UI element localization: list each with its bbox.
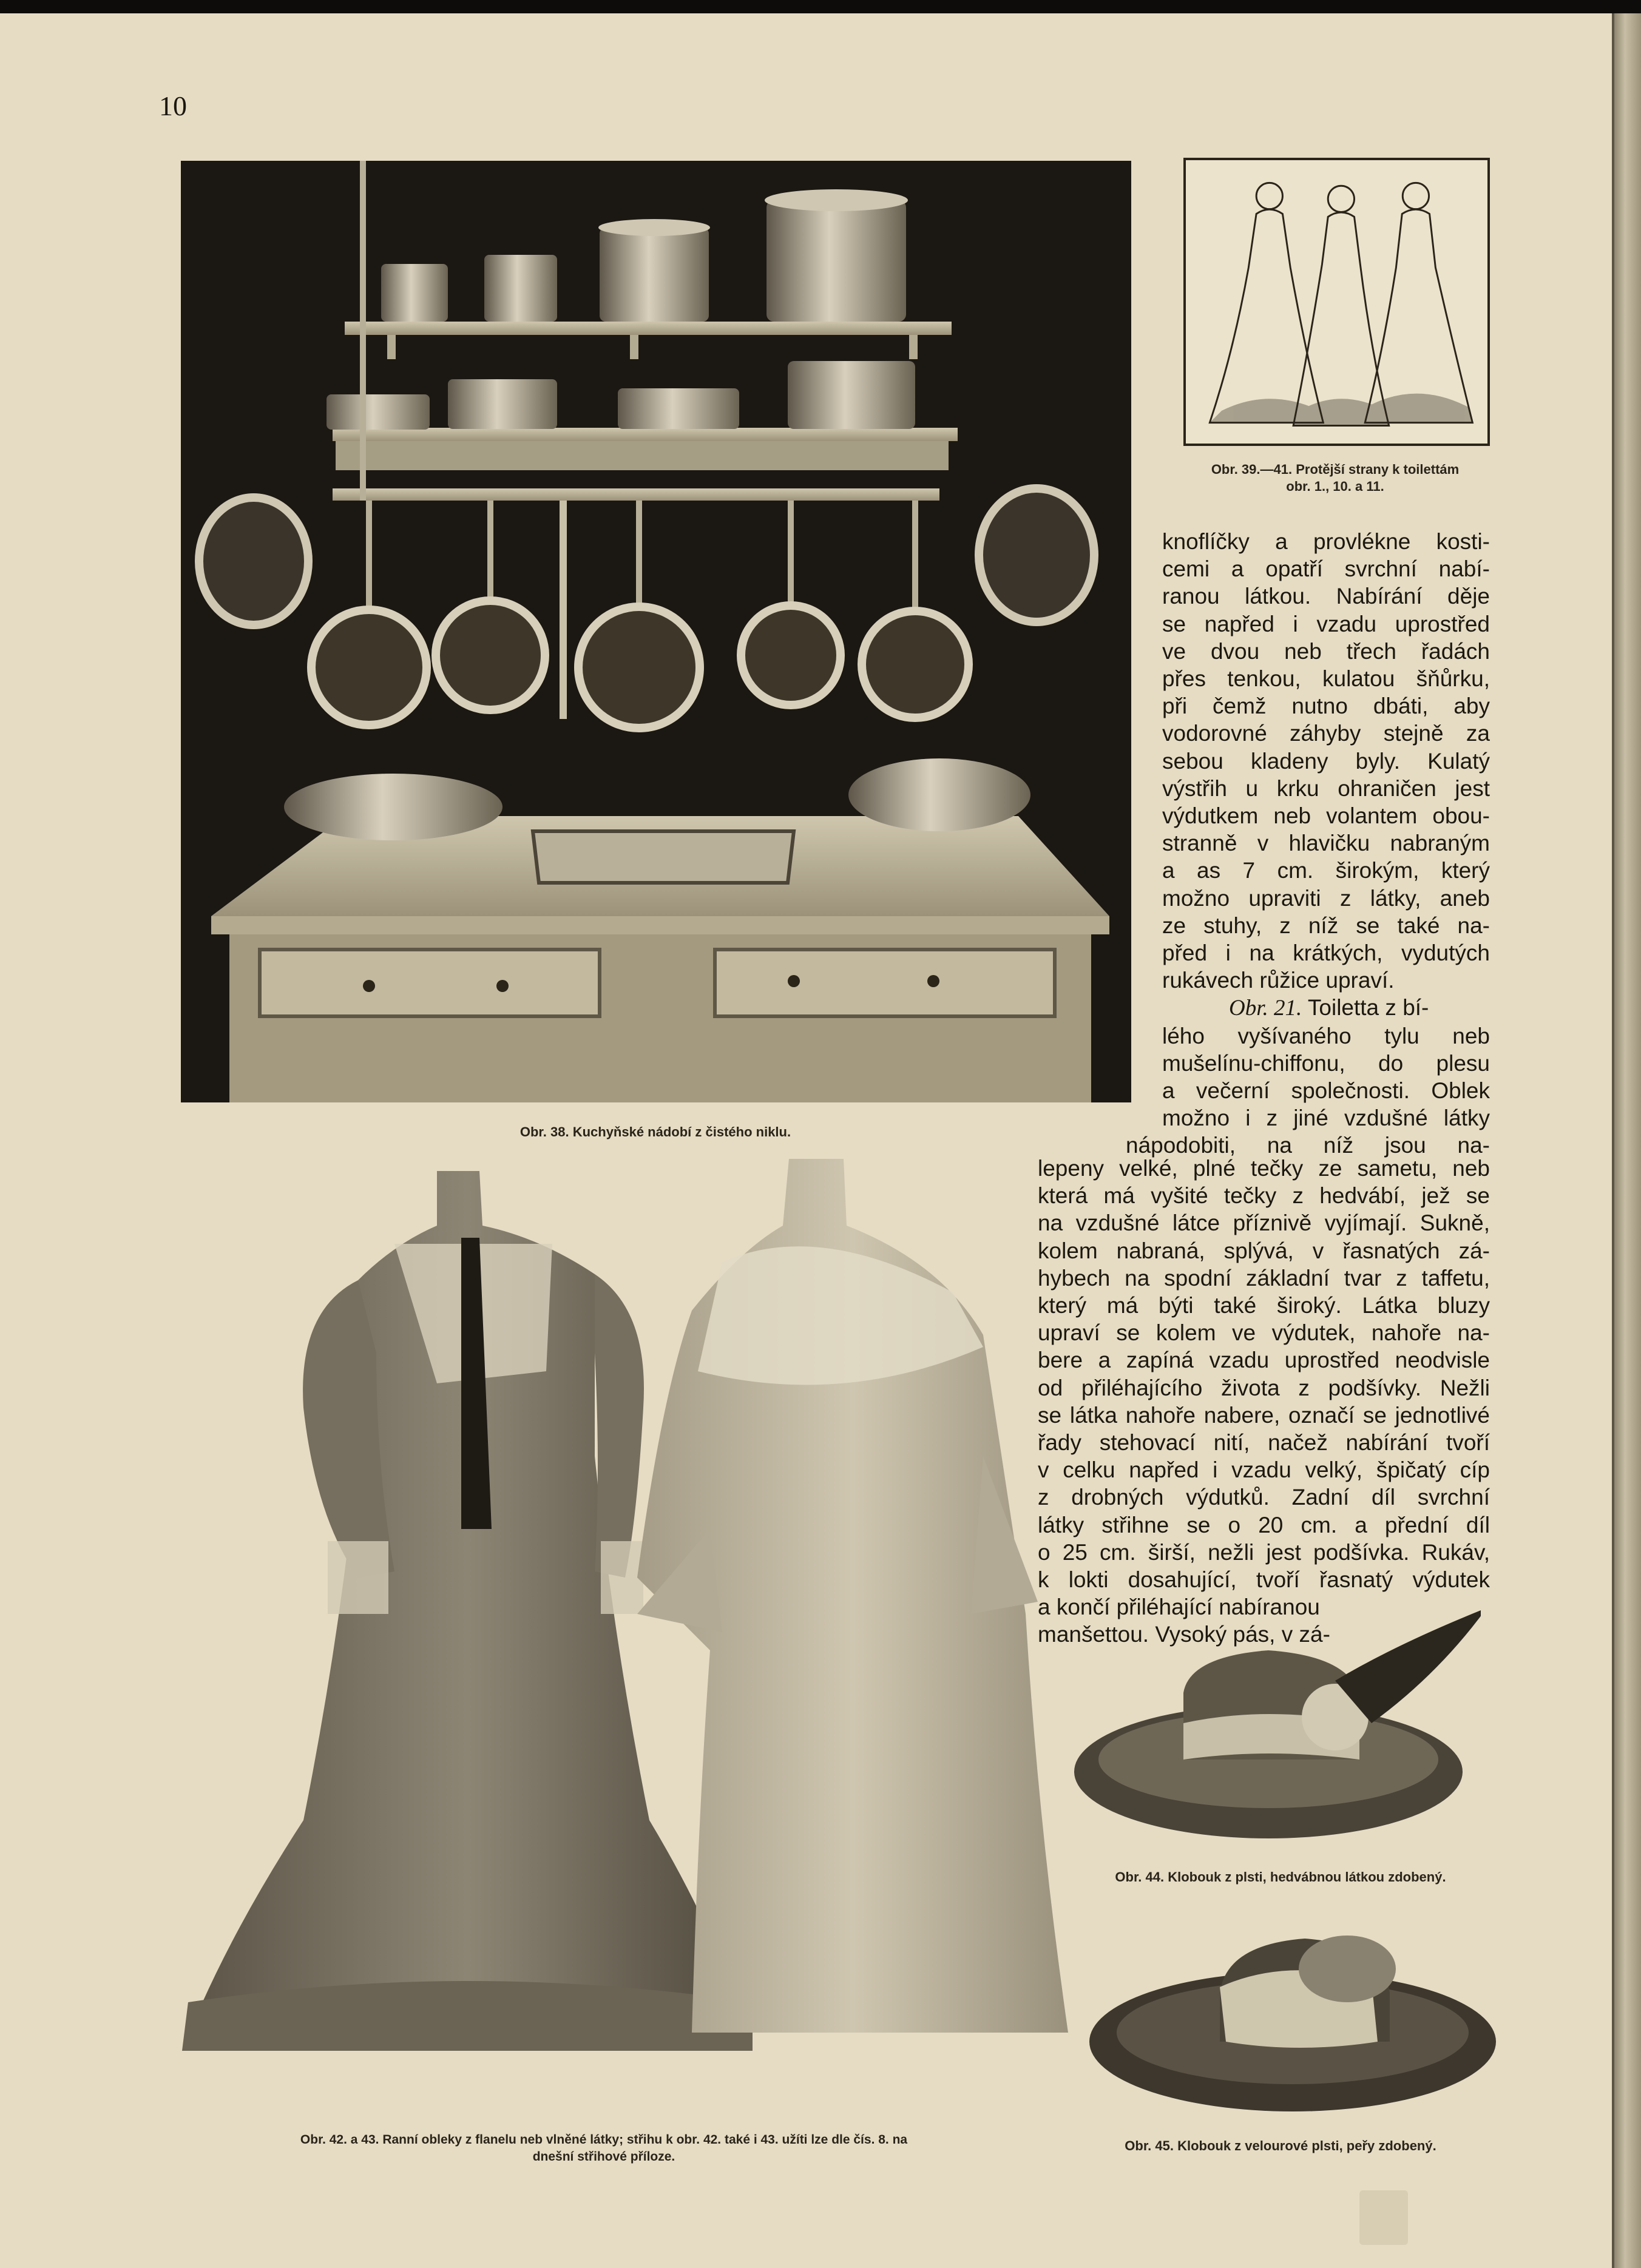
text-line: se látka nahoře nabere, označí se jednotlivé	[1038, 1402, 1490, 1428]
text-fragment: Toiletta z bí-	[1307, 995, 1429, 1021]
text-line: na vzdušné látce příznivě vyjímají. Sukně,	[1038, 1210, 1490, 1236]
text-line: knoflíčky a provlékne kosti-	[1162, 529, 1490, 554]
text-line: od přiléhajícího života z podšívky. Nežli	[1038, 1375, 1490, 1400]
figure-38-caption: Obr. 38. Kuchyňské nádobí z čistého niklu.	[519, 1124, 791, 1139]
text-line: před i na krátkých, vydutých	[1162, 940, 1490, 966]
text-line: ve dvou neb třech řadách	[1162, 638, 1490, 664]
text-line: lepeny velké, plné tečky ze sametu, neb	[1038, 1156, 1490, 1181]
felt-hat-silk-illustration	[1068, 1608, 1481, 1851]
text-line: o 25 cm. širší, nežli jest podšívka. Rukáv,	[1038, 1539, 1490, 1565]
text-line: z drobných výdutků. Zadní díl svrchní	[1038, 1485, 1490, 1510]
text-line: ranou látkou. Nabírání děje	[1162, 584, 1490, 609]
text-line: bere a zapíná vzadu uprostřed neodvisle	[1038, 1348, 1490, 1373]
text-line: rukávech růžice upraví.	[1162, 968, 1395, 993]
text-line: možno i z jiné vzdušné látky	[1162, 1105, 1490, 1131]
figure-42-43-caption	[158, 2131, 1050, 2165]
text-line-obr21	[1162, 994, 1490, 1022]
text-line: látky střihne se o 20 cm. a přední díl	[1038, 1512, 1490, 1537]
text-line: a večerní společnosti. Oblek	[1162, 1078, 1490, 1104]
text-line: vodorovné záhyby stejně za	[1162, 721, 1490, 746]
text-line: v celku napřed i vzadu velký, špičatý cíp	[1038, 1457, 1490, 1483]
text-line: výdutkem neb volantem obou-	[1162, 803, 1490, 829]
text-line: hybech na spodní základní tvar z taffetu,	[1038, 1265, 1490, 1291]
text-line: mušelínu-chiffonu, do plesu	[1162, 1050, 1490, 1076]
figure-39-41-caption-line2: obr. 1., 10. a 11.	[1286, 479, 1384, 494]
fashion-plate-illustration	[1183, 158, 1490, 446]
text-line: sebou kladeny byly. Kulatý	[1162, 748, 1490, 774]
text-line: a končí přiléhající nabíranou	[1038, 1595, 1320, 1620]
text-line: k lokti dosahující, tvoří řasnatý výdutek	[1038, 1567, 1490, 1593]
scan-smudge	[1359, 2190, 1408, 2245]
text-line: a as 7 cm. širokým, který	[1162, 858, 1490, 883]
text-line: při čemž nutno dbáti, aby	[1162, 694, 1490, 719]
figure-42-43-caption-line1: Obr. 42. a 43. Ranní obleky z flanelu neb vlněné látky; střihu k obr. 42. také i 43. užíti lze dle čís. 8. na	[300, 2133, 908, 2147]
text-line: upraví se kolem ve výdutek, nahoře na-	[1038, 1320, 1490, 1346]
article-text-narrow	[1126, 528, 1490, 1159]
text-line: cemi a opatří svrchní nabí-	[1162, 556, 1490, 582]
text-line: manšettou. Vysoký pás, v zá-	[1038, 1622, 1330, 1647]
text-line: možno upraviti z látky, aneb	[1162, 885, 1490, 911]
text-line: řady stehovací nití, načež nabírání tvoří	[1038, 1430, 1490, 1456]
figure-44-caption: Obr. 44. Klobouk z plsti, hedvábnou látkou zdobený.	[1115, 1869, 1446, 1885]
figure-39-41-caption	[1156, 461, 1514, 495]
text-line: lého vyšívaného tylu neb	[1162, 1023, 1490, 1048]
figure-39-41-caption-line1: Obr. 39.—41. Protější strany k toilettám	[1211, 462, 1460, 477]
figure-42-43-caption-line2: dnešní střihové příloze.	[532, 2150, 675, 2164]
figure-reference: Obr. 21.	[1229, 996, 1302, 1021]
text-line: ze stuhy, z níž se také na-	[1162, 913, 1490, 938]
text-line: která má vyšité tečky z hedvábí, jež se	[1038, 1183, 1490, 1209]
text-line: stranně v hlavičku nabraným	[1162, 831, 1490, 856]
text-line: který má býti také široký. Látka bluzy	[1038, 1293, 1490, 1318]
figure-45-caption: Obr. 45. Klobouk z velourové plsti, peřy zdobený.	[1125, 2138, 1436, 2153]
book-spine-edge	[1612, 13, 1641, 2268]
page-number: 10	[159, 90, 187, 121]
text-line: nápodobiti, na níž jsou na-	[1126, 1133, 1490, 1158]
text-line: přes tenkou, kulatou šňůrku,	[1162, 666, 1490, 692]
text-line: výstřih u krku ohraničen jest	[1162, 775, 1490, 801]
text-line: kolem nabraná, splývá, v řasnatých zá-	[1038, 1238, 1490, 1263]
scan-top-border	[0, 0, 1641, 13]
velour-hat-feathers-illustration	[1086, 1920, 1499, 2114]
morning-dresses-illustration	[176, 1153, 1068, 2075]
kitchenware-illustration	[181, 161, 1131, 1102]
article-text-wide	[1038, 1155, 1490, 1649]
text-line: se napřed i vzadu uprostřed	[1162, 611, 1490, 636]
